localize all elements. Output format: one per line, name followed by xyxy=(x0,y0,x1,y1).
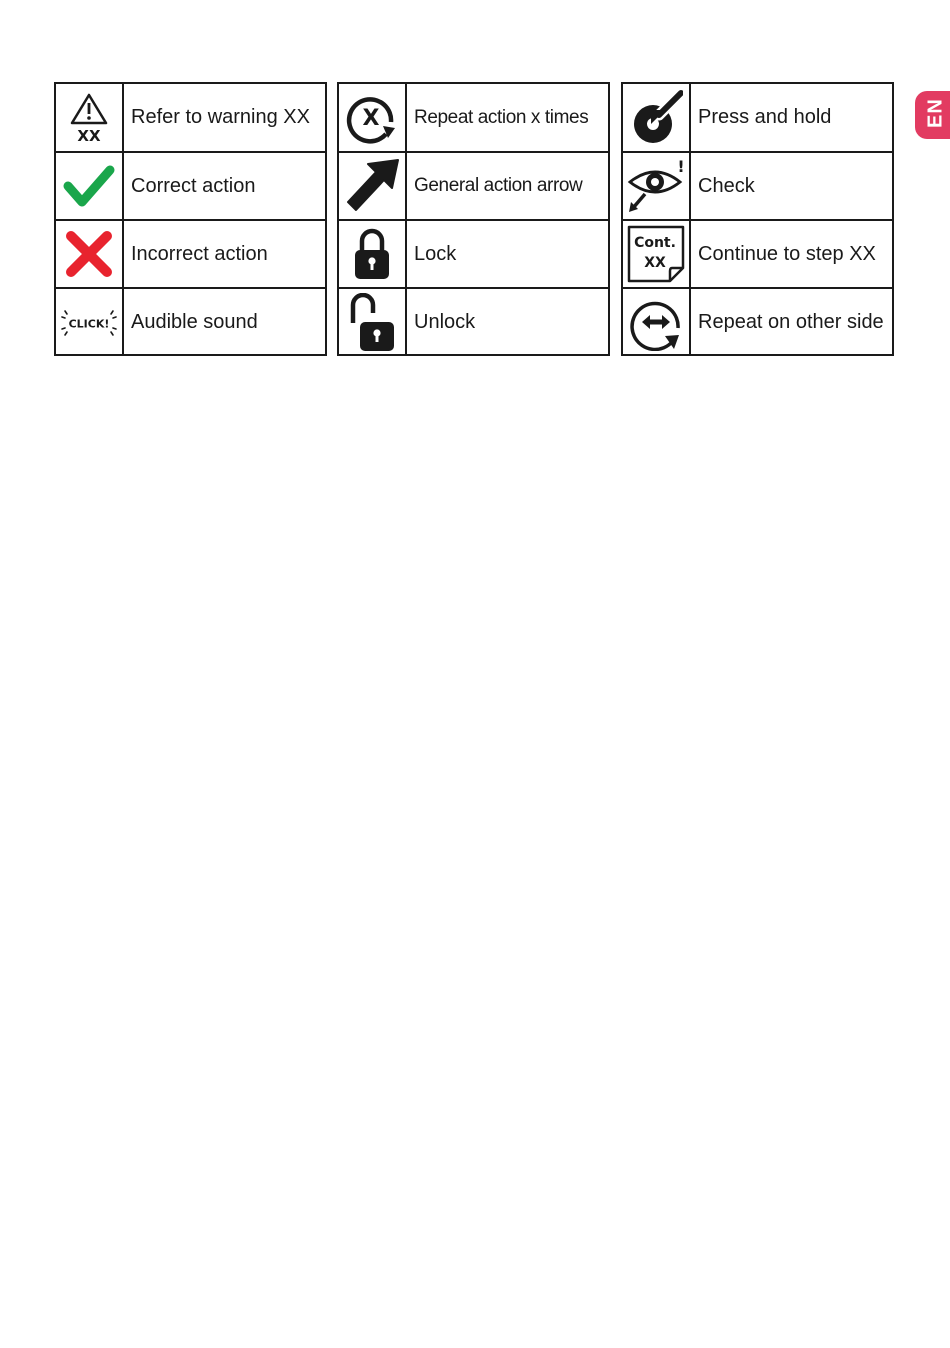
continue-step-icon xyxy=(623,220,690,288)
repeat-x-icon xyxy=(339,84,406,152)
symbol-legend-column-2 xyxy=(337,82,610,356)
legend-row xyxy=(623,152,892,220)
legend-label: Incorrect action xyxy=(123,220,325,288)
legend-row xyxy=(56,220,325,288)
legend-label: Press and hold xyxy=(690,84,892,152)
legend-row xyxy=(56,84,325,152)
legend-label: General action arrow xyxy=(406,152,608,220)
language-tab-label: EN xyxy=(924,98,947,128)
legend-label: Continue to step XX xyxy=(690,220,892,288)
click-icon-text: CLICK! xyxy=(68,317,110,330)
legend-row xyxy=(623,220,892,288)
legend-row xyxy=(339,288,608,356)
press-hold-icon xyxy=(623,84,690,152)
symbol-legend-column-1 xyxy=(54,82,327,356)
continue-icon-text: Cont. xyxy=(634,235,676,251)
check-icon xyxy=(56,152,123,220)
legend-label: Audible sound xyxy=(123,288,325,356)
language-tab xyxy=(915,91,950,139)
legend-row xyxy=(56,152,325,220)
legend-label: Correct action xyxy=(123,152,325,220)
legend-row xyxy=(623,84,892,152)
lock-icon xyxy=(339,220,406,288)
cross-icon xyxy=(56,220,123,288)
legend-label: Unlock xyxy=(406,288,608,356)
legend-row xyxy=(623,288,892,356)
legend-row xyxy=(339,84,608,152)
legend-row xyxy=(339,152,608,220)
legend-label: Lock xyxy=(406,220,608,288)
click-sound-icon xyxy=(56,288,123,356)
continue-icon-step-text: XX xyxy=(644,255,666,271)
legend-label: Repeat on other side xyxy=(690,288,892,356)
legend-row xyxy=(56,288,325,356)
eye-check-icon xyxy=(623,152,690,220)
legend-label: Check xyxy=(690,152,892,220)
symbol-legend-column-3 xyxy=(621,82,894,356)
check-icon-text: ! xyxy=(677,158,685,176)
diagonal-arrow-icon xyxy=(339,152,406,220)
warning-icon-text: XX xyxy=(77,126,101,144)
legend-label: Repeat action x times xyxy=(406,84,608,152)
unlock-icon xyxy=(339,288,406,356)
warning-triangle-icon xyxy=(56,84,123,152)
repeat-other-side-icon xyxy=(623,288,690,356)
legend-label: Refer to warning XX xyxy=(123,84,325,152)
legend-row xyxy=(339,220,608,288)
repeat-icon-text: X xyxy=(362,105,380,131)
